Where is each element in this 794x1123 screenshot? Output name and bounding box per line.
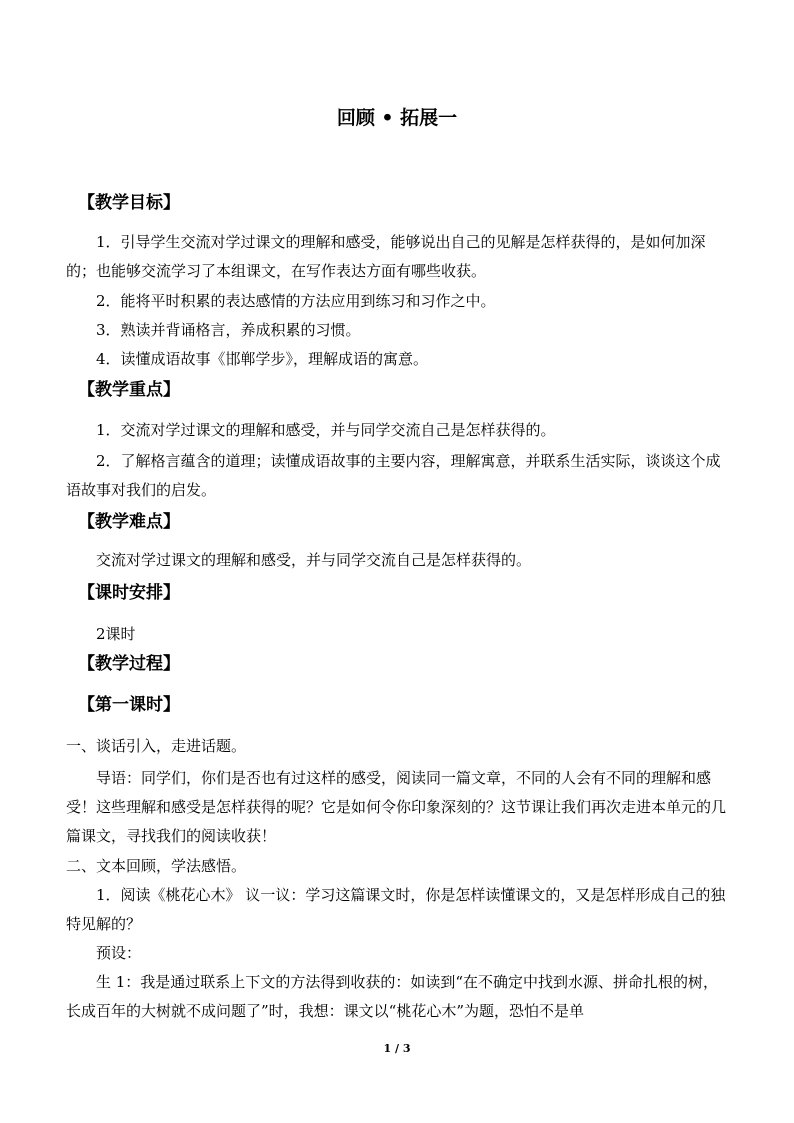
- difficulty-heading: 【教学难点】: [78, 512, 180, 532]
- objective-1: 1．引导学生交流对学过课文的理解和感受，能够说出自己的见解是怎样获得的，是如何加深的；也能够交流学习了本组课文，在写作表达方面有哪些收获。: [66, 233, 706, 280]
- objectives-heading: 【教学目标】: [78, 193, 180, 213]
- step2-item1: 1．阅读《桃花心木》 议一议：学习这篇课文时，你是怎样读懂课文的，又是怎样形成自己的独特见解的？: [66, 886, 726, 933]
- student1-text: 生 1：我是通过联系上下文的方法得到收获的：如读到“在不确定中找到水源、拼命扎根的树，长成百年的大树就不成问题了”时，我想：课文以“桃花心木”为题，恐怕不是单: [66, 973, 718, 1020]
- key-point-1: 1．交流对学过课文的理解和感受，并与同学交流自己是怎样获得的。: [96, 421, 556, 439]
- objective-3: 3．熟读并背诵格言，养成积累的习惯。: [96, 321, 361, 339]
- step1-text: 导语：同学们，你们是否也有过这样的感受，阅读同一篇文章，不同的人会有不同的理解和感受！这些理解和感受是怎样获得的呢？它是如何令你印象深刻的？这节课让我们再次走进本单元的几篇课文，寻找我们的阅读收获！: [66, 769, 727, 845]
- lesson1-heading: 【第一课时】: [78, 695, 180, 715]
- schedule-text: 2课时: [96, 625, 136, 643]
- schedule-heading: 【课时安排】: [78, 583, 180, 603]
- key-point-2: 2．了解格言蕴含的道理；读懂成语故事的主要内容，理解寓意，并联系生活实际，谈谈这个成语故事对我们的启发。: [66, 452, 721, 499]
- process-heading: 【教学过程】: [78, 654, 180, 674]
- preset-label: 预设：: [96, 944, 142, 962]
- page-number: 1 / 3: [383, 1042, 411, 1055]
- step1-heading: 一、谈话引入，走进话题。: [66, 737, 247, 755]
- document-title: 回顾 • 拓展一: [336, 107, 458, 129]
- objective-4: 4．读懂成语故事《邯郸学步》，理解成语的寓意。: [96, 350, 429, 368]
- step2-heading: 二、文本回顾，学法感悟。: [66, 857, 247, 875]
- objective-2: 2．能将平时积累的表达感情的方法应用到练习和习作之中。: [96, 292, 496, 310]
- key-points-heading: 【教学重点】: [78, 380, 180, 400]
- difficulty-text: 交流对学过课文的理解和感受，并与同学交流自己是怎样获得的。: [96, 551, 532, 569]
